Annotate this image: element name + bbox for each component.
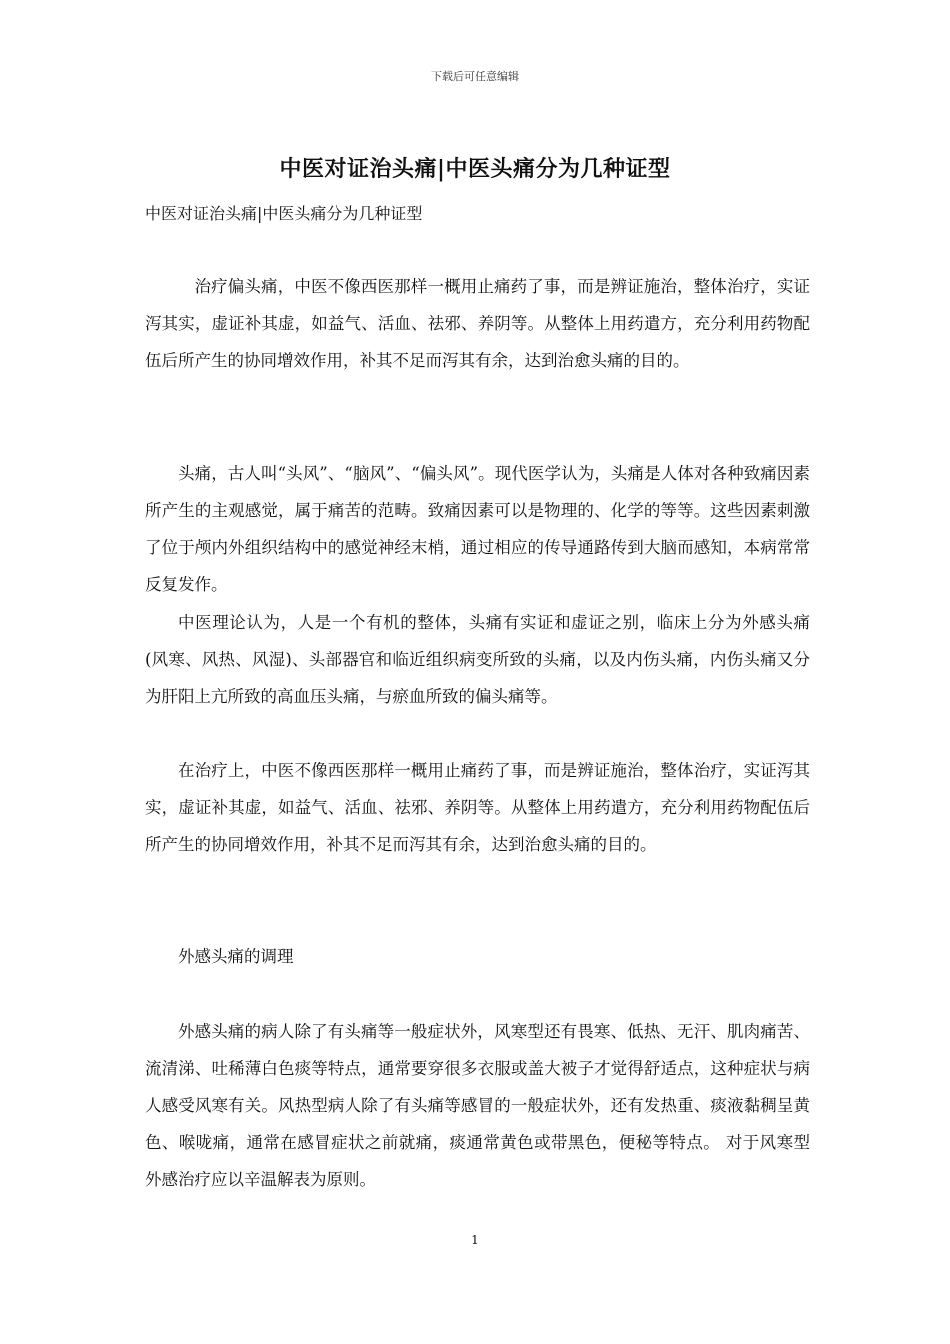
section-heading: 外感头痛的调理	[178, 947, 294, 966]
paragraph-block-4	[145, 1013, 810, 1198]
paragraph-tcm-theory: 中医理论认为，人是一个有机的整体，头痛有实证和虚证之别，临床上分为外感头痛(风寒、风热、风湿)、头部器官和临近组织病变所致的头痛，以及内伤头痛，内伤头痛又分为肝阳上亢所致的高血压头痛，与瘀血所致的偏头痛等。	[145, 613, 810, 706]
intro-paragraph-block	[145, 268, 810, 379]
document-subtitle: 中医对证治头痛|中医头痛分为几种证型	[145, 204, 423, 223]
paragraph-headache-definition: 头痛，古人叫“头风”、“脑风”、“偏头风”。现代医学认为，头痛是人体对各种致痛因素所产生的主观感觉，属于痛苦的范畴。致痛因素可以是物理的、化学的等等。这些因素刺激了位于颅内外组织结构中的感觉神经末梢，通过相应的传导通路传到大脑而感知，本病常常反复发作。	[145, 464, 810, 594]
document-title: 中医对证治头痛|中医头痛分为几种证型	[279, 156, 671, 182]
paragraph-external-headache: 外感头痛的病人除了有头痛等一般症状外，风寒型还有畏寒、低热、无汗、肌肉痛苦、流清涕、吐稀薄白色痰等特点，通常要穿很多衣服或盖大被子才觉得舒适点，这种症状与病人感受风寒有关。风热型病人除了有头痛等感冒的一般症状外，还有发热重、痰液黏稠呈黄色、喉咙痛，通常在感冒症状之前就痛，痰通常黄色或带黑色，便秘等特点。 对于风寒型外感治疗应以辛温解表为原则。	[145, 1022, 810, 1189]
paragraph-treatment: 在治疗上，中医不像西医那样一概用止痛药了事，而是辨证施治，整体治疗，实证泻其实，虚证补其虚，如益气、活血、祛邪、养阴等。从整体上用药遣方，充分利用药物配伍后所产生的协同增效作用，补其不足而泻其有余，达到治愈头痛的目的。	[145, 761, 810, 854]
header-note: 下载后可任意编辑	[431, 70, 519, 83]
paragraph-block-1	[145, 455, 810, 603]
page-number: 1	[471, 1233, 479, 1247]
paragraph-block-2	[145, 604, 810, 715]
intro-paragraph: 治疗偏头痛，中医不像西医那样一概用止痛药了事，而是辨证施治，整体治疗，实证泻其实，虚证补其虚，如益气、活血、祛邪、养阴等。从整体上用药遣方，充分利用药物配伍后所产生的协同增效作用，补其不足而泻其有余，达到治愈头痛的目的。	[145, 277, 810, 370]
paragraph-block-3	[145, 752, 810, 863]
section-heading-block	[145, 938, 810, 975]
